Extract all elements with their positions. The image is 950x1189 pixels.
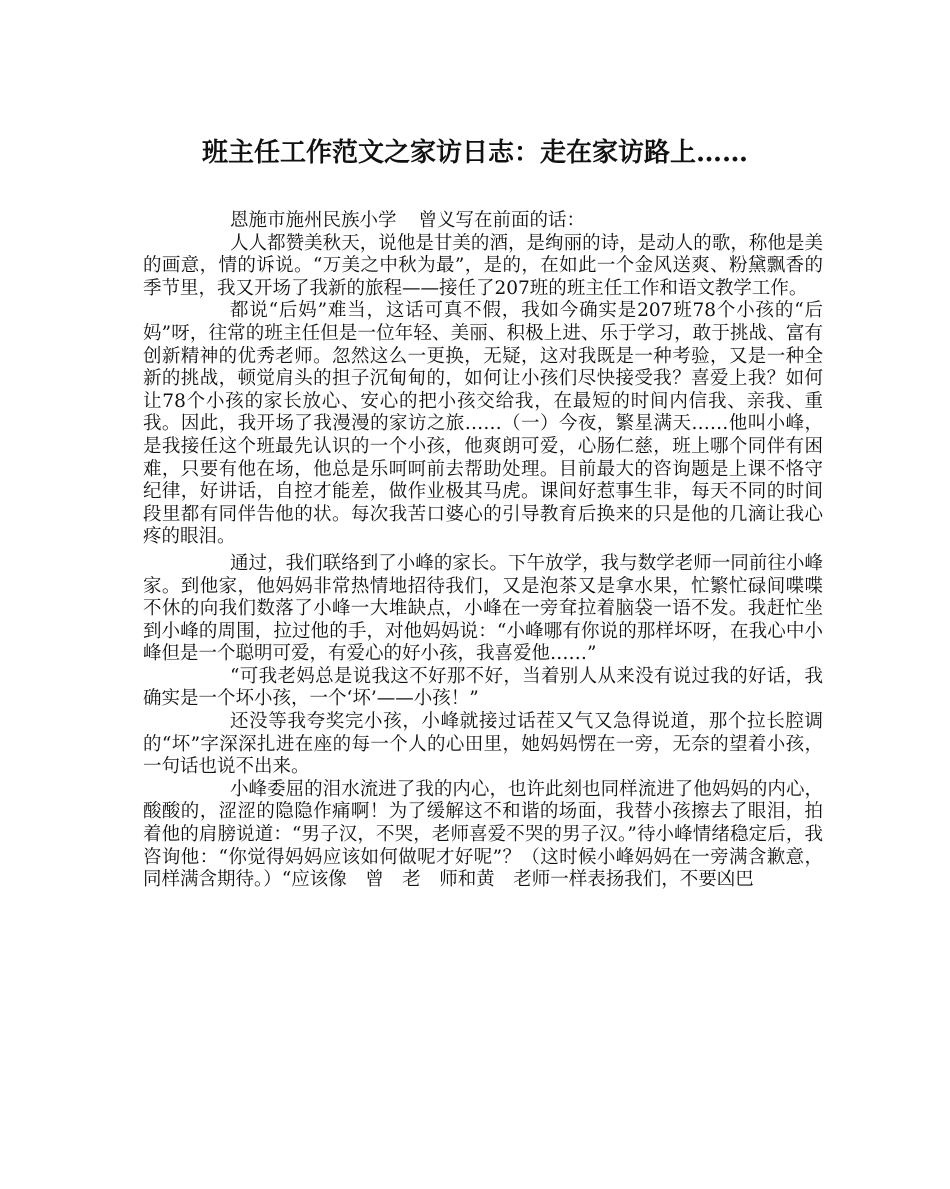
paragraph-3: 通过，我们联络到了小峰的家长。下午放学，我与数学老师一同前往小峰家。到他家，他妈妈非常热情地招待我们，又是泡茶又是拿水果，忙繁忙碌间喋喋不休的向我们数落了小峰一大堆缺点，小峰在一旁耷拉着脑袋一语不发。我赶忙坐到小峰的周围，拉过他的手，对他妈妈说：“小峰哪有你说的那样坏呀，在我心中小峰但是一个聪明可爱，有爱心的好小孩，我喜爱他……” [143, 552, 823, 665]
byline [143, 210, 823, 233]
paragraph-1: 人人都赞美秋天，说他是甘美的酒，是绚丽的诗，是动人的歌，称他是美的画意，情的诉说。“万美之中秋为最”，是的，在如此一个金风送爽、粉黛飘香的季节里，我又开场了我新的旅程——接任了207班的班主任工作和语文教学工作。 [143, 232, 823, 299]
byline-lead: 曾义写在前面的话： [418, 210, 586, 231]
byline-author: 恩施市施州民族小学 [230, 210, 397, 231]
document-title: 班主任工作范文之家访日志：走在家访路上…… [201, 138, 748, 168]
paragraph-4: “可我老妈总是说我这不好那不好，当着别人从来没有说过我的好话，我确实是一个坏小孩，一个‘坏’——小孩！” [143, 665, 823, 710]
paragraph-6: 小峰委屈的泪水流进了我的内心，也许此刻也同样流进了他妈妈的内心，酸酸的，涩涩的隐隐作痛啊！为了缓解这不和谐的场面，我替小孩擦去了眼泪，拍着他的肩膀说道：“男子汉，不哭，老师喜爱不哭的男子汉。”待小峰情绪稳定后，我咨询他：“你觉得妈妈应该如何做呢才好呢”？（这时候小峰妈妈在一旁满含歉意，同样满含期待。）“应该像 曾 老 师和黄 老师一样表扬我们，不要凶巴 [143, 778, 823, 891]
document-body [143, 210, 823, 892]
paragraph-5: 还没等我夸奖完小孩，小峰就接过话茬又气又急得说道，那个拉长腔调的“坏”字深深扎进在座的每一个人的心田里，她妈妈愣在一旁，无奈的望着小孩，一句话也说不出来。 [143, 711, 823, 778]
paragraph-2: 都说“后妈”难当，这话可真不假，我如今确实是207班78个小孩的“后妈”呀，往常的班主任但是一位年轻、美丽、积极上进、乐于学习，敢于挑战、富有创新精神的优秀老师。忽然这么一更换，无疑，这对我既是一种考验，又是一种全新的挑战，顿觉肩头的担子沉甸甸的，如何让小孩们尽快接受我？喜爱上我？如何让78个小孩的家长放心、安心的把小孩交给我，在最短的时间内信我、亲我、重我。因此，我开场了我漫漫的家访之旅……（一）今夜，繁星满天……他叫小峰，是我接任这个班最先认识的一个小孩，他爽朗可爱，心肠仁慈，班上哪个同伴有困难，只要有他在场，他总是乐呵呵前去帮助处理。目前最大的咨询题是上课不恪守纪律，好讲话，自控才能差，做作业极其马虎。课间好惹事生非，每天不同的时间段里都有同伴告他的状。每次我苦口婆心的引导教育后换来的只是他的几滴让我心疼的眼泪。 [143, 300, 823, 548]
